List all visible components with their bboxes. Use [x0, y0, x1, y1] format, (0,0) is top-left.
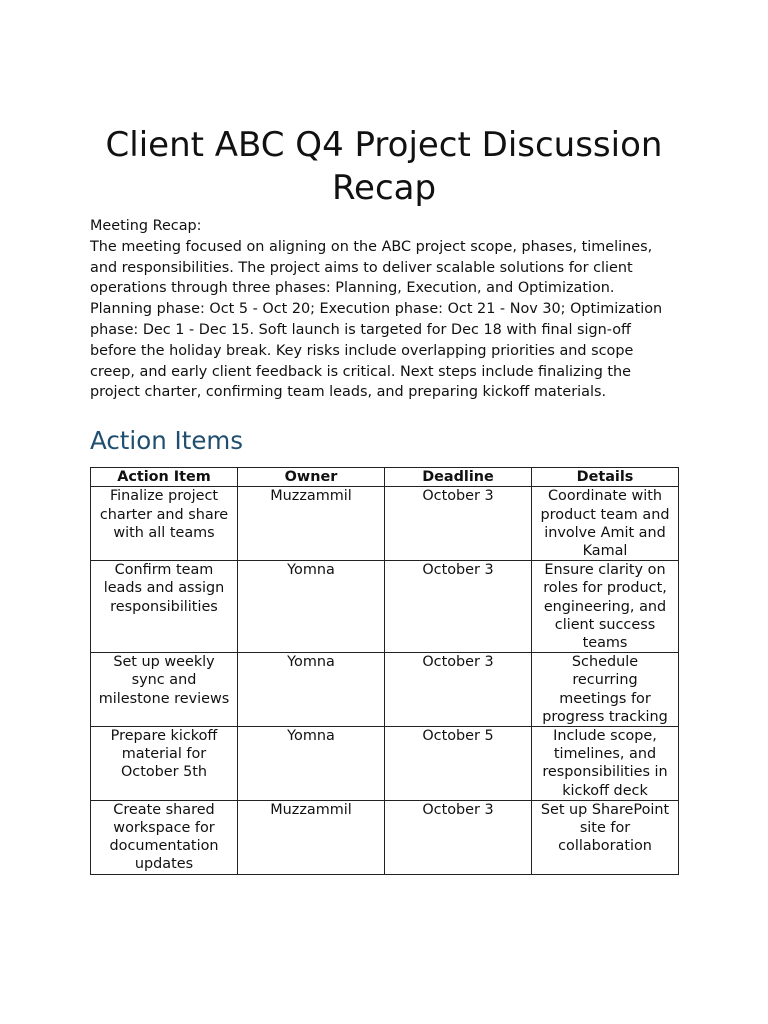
- cell-details: Coordinate with product team and involve Amit and Kamal: [532, 487, 679, 561]
- cell-details: Set up SharePoint site for collaboration: [532, 800, 679, 874]
- cell-deadline: October 3: [385, 653, 532, 727]
- recap-label: Meeting Recap:: [90, 218, 202, 234]
- cell-owner: Yomna: [238, 653, 385, 727]
- document-title: Client ABC Q4 Project Discussion Recap: [105, 125, 663, 208]
- action-items-heading: Action Items: [90, 426, 244, 456]
- cell-action-item: Finalize project charter and share with all teams: [91, 487, 238, 561]
- table-row: [91, 487, 679, 561]
- table-row: [91, 727, 679, 801]
- document-page: [90, 124, 678, 875]
- recap-body: The meeting focused on aligning on the ABC project scope, phases, timelines, and responsibilities. The project aims to deliver scalable solutions for client operations through three phases: Planning, Execution, and Optimization. Planning phase: Oct 5 - Oct 20; Execution phase: Oct 21 - Nov 30; Optimization phase: Dec 1 - Dec 15. Soft launch is targeted for Dec 18 with final sign-off before the holiday break. Key risks include overlapping priorities and scope creep, and early client feedback is critical. Next steps include finalizing the project charter, confirming team leads, and preparing kickoff materials.: [90, 238, 663, 401]
- cell-deadline: October 3: [385, 487, 532, 561]
- cell-owner: Yomna: [238, 561, 385, 653]
- action-items-table: [90, 467, 679, 875]
- cell-action-item: Prepare kickoff material for October 5th: [91, 727, 238, 801]
- meeting-recap: [90, 216, 678, 403]
- cell-details: Ensure clarity on roles for product, engineering, and client success teams: [532, 561, 679, 653]
- cell-details: Schedule recurring meetings for progress tracking: [532, 653, 679, 727]
- cell-action-item: Confirm team leads and assign responsibilities: [91, 561, 238, 653]
- column-header-details: Details: [532, 468, 679, 487]
- table-row: [91, 653, 679, 727]
- column-header-deadline: Deadline: [385, 468, 532, 487]
- cell-owner: Muzzammil: [238, 800, 385, 874]
- cell-deadline: October 5: [385, 727, 532, 801]
- table-row: [91, 800, 679, 874]
- cell-deadline: October 3: [385, 800, 532, 874]
- cell-deadline: October 3: [385, 561, 532, 653]
- table-row: [91, 561, 679, 653]
- table-header-row: [91, 468, 679, 487]
- cell-details: Include scope, timelines, and responsibilities in kickoff deck: [532, 727, 679, 801]
- column-header-action-item: Action Item: [91, 468, 238, 487]
- column-header-owner: Owner: [238, 468, 385, 487]
- cell-owner: Yomna: [238, 727, 385, 801]
- cell-action-item: Set up weekly sync and milestone reviews: [91, 653, 238, 727]
- cell-action-item: Create shared workspace for documentation updates: [91, 800, 238, 874]
- cell-owner: Muzzammil: [238, 487, 385, 561]
